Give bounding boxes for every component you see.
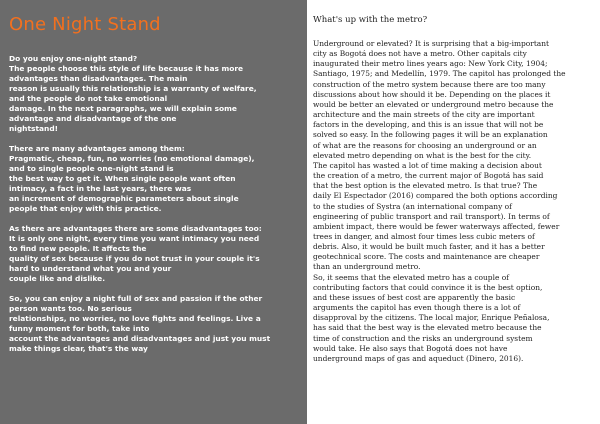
text-line: As there are advantages there are some disadvantages too: — [9, 224, 262, 233]
text-line: debris. Also, it would be built much faster, and it has a better — [313, 242, 545, 252]
text-line: intimacy, a fact in the last years, there was — [9, 184, 192, 193]
text-line: person wants too. No serious — [9, 304, 132, 313]
text-line: to the studies of Systra (an international company of — [313, 201, 512, 211]
text-line: Pragmatic, cheap, fun, no worries (no emotional damage), — [9, 154, 255, 163]
text-line: advantage and disadvantage of the one — [9, 114, 177, 123]
text-line: elevated metro depending on what is the best for the city. — [313, 150, 532, 160]
text-line: engineering of public transport and rail transport). In terms of — [313, 211, 550, 221]
text-line: and these issues of best cost are apparently the basic — [313, 292, 516, 302]
text-line: It is only one night, every time you want intimacy you need — [9, 234, 260, 243]
text-line: trees in danger, and almost four times less cubic meters of — [313, 231, 535, 241]
text-line: of what are the reasons for choosing an underground or an — [313, 140, 537, 150]
text-line: So, you can enjoy a night full of sex and passion if the other — [9, 294, 263, 303]
page-title: One Night Stand — [9, 14, 161, 35]
text-line: has said that the best way is the elevated metro because the — [313, 323, 542, 333]
text-line: The people choose this style of life because it has more — [9, 64, 244, 73]
text-line: construction of the metro system because there are too many — [313, 79, 546, 89]
text-line: reason is usually this relationship is a warranty of welfare, — [9, 84, 257, 93]
text-line: that the best option is the elevated metro. Is that true? The — [313, 181, 538, 191]
text-line: discussions about how should it be. Depending on the places it — [313, 89, 551, 99]
text-line: daily El Espectador (2016) compared the both options according — [313, 191, 558, 201]
text-line: There are many advantages among them: — [9, 144, 185, 153]
left-paragraph — [9, 54, 305, 134]
text-line: advantages than disadvantages. The main — [9, 74, 188, 83]
text-line: to find new people. It affects the — [9, 244, 147, 253]
text-line: hard to understand what you and your — [9, 264, 172, 273]
text-line: damage. In the next paragraphs, we will explain some — [9, 104, 237, 113]
right-article-body — [313, 39, 595, 364]
text-line: funny moment for both, take into — [9, 324, 150, 333]
left-paragraph — [9, 144, 305, 214]
text-line: would take. He also says that Bogotá does not have — [313, 343, 508, 353]
text-line: underground maps of gas and aqueduct (Dinero, 2016). — [313, 353, 524, 363]
left-paragraph — [9, 224, 305, 284]
text-line: architecture and the main streets of the city are important — [313, 110, 535, 120]
text-line: solved so easy. In the following pages it will be an explanation — [313, 130, 548, 140]
text-line: the creation of a metro, the current major of Bogotá has said — [313, 171, 544, 181]
text-line: relationships, no worries, no love fights and feelings. Live a — [9, 314, 261, 323]
text-line: Underground or elevated? It is surprising that a big-important — [313, 39, 550, 48]
text-line: disapproval by the citizens. The local major, Enrique Peñalosa, — [313, 313, 550, 323]
text-line: arguments the capitol has even though there is a lot of — [313, 303, 521, 313]
text-line: geotechnical score. The costs and maintenance are cheaper — [313, 252, 540, 262]
text-line: would be better an elevated or underground metro because the — [313, 99, 554, 109]
text-line: Santiago, 1975; and Medellín, 1979. The capitol has prolonged the — [313, 69, 566, 79]
text-line: and the people do not take emotional — [9, 94, 168, 103]
text-line: couple like and dislike. — [9, 274, 106, 283]
text-line: time of construction and the risks an underground system — [313, 333, 533, 343]
text-line: ambient impact, there would be fewer waterways affected, fewer — [313, 221, 560, 231]
text-line: make things clear, that's the way — [9, 344, 148, 353]
left-article-body — [9, 54, 305, 364]
text-line: people that enjoy with this practice. — [9, 204, 162, 213]
text-line: quality of sex because if you do not trust in your couple it's — [9, 254, 260, 263]
text-line: contributing factors that could convince it is the best option, — [313, 282, 543, 292]
text-line: account the advantages and disadvantages and just you must — [9, 334, 271, 343]
text-line: inaugurated their metro lines years ago: New York City, 1904; — [313, 59, 548, 69]
article-heading: What's up with the metro? — [313, 15, 428, 25]
left-paragraph — [9, 294, 305, 354]
text-line: and to single people one-night stand is — [9, 164, 174, 173]
text-line: factors in the developing, and this is an issue that will not be — [313, 120, 544, 130]
text-line: an increment of demographic parameters about single — [9, 194, 239, 203]
text-line: Do you enjoy one-night stand? — [9, 54, 138, 63]
text-line: So, it seems that the elevated metro has a couple of — [313, 272, 509, 282]
text-line: The capitol has wasted a lot of time making a decision about — [313, 160, 542, 170]
text-line: nightstand! — [9, 124, 59, 133]
text-line: the best way to get it. When single people want often — [9, 174, 236, 183]
text-line: city as Bogotá does not have a metro. Other capitals city — [313, 49, 527, 59]
text-line: than an underground metro. — [313, 262, 421, 272]
